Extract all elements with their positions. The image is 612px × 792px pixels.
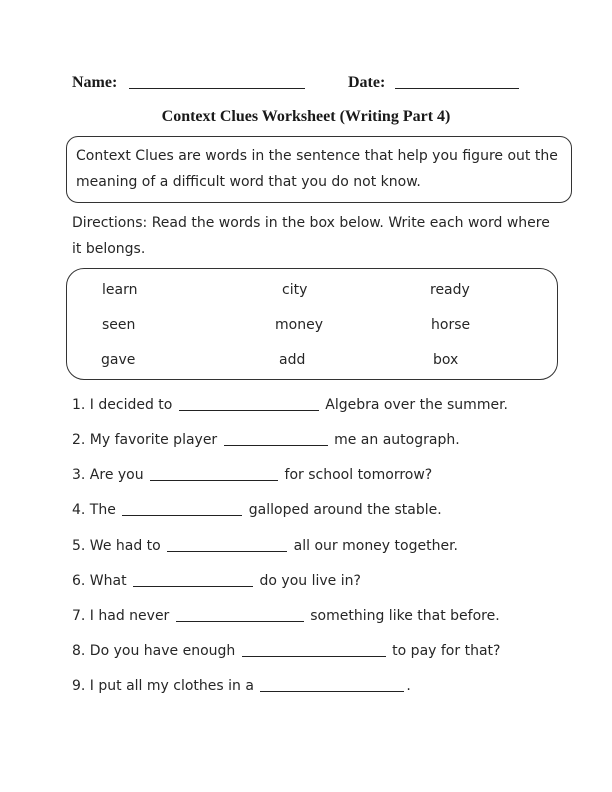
answer-blank[interactable]	[260, 677, 404, 692]
question-text: 1. I decided to	[72, 397, 173, 413]
question-4	[72, 501, 442, 518]
answer-blank[interactable]	[133, 572, 253, 587]
word-bank-item: box	[433, 352, 459, 368]
question-text: to pay for that?	[392, 643, 501, 659]
word-bank-item: horse	[431, 317, 471, 333]
answer-blank[interactable]	[224, 431, 328, 446]
question-text: 9. I put all my clothes in a	[72, 678, 254, 694]
question-text: for school tomorrow?	[284, 467, 433, 483]
word-bank-item: gave	[101, 352, 136, 368]
answer-blank[interactable]	[179, 396, 319, 411]
answer-blank[interactable]	[150, 466, 278, 481]
question-text: 8. Do you have enough	[72, 643, 236, 659]
question-text: do you live in?	[259, 573, 361, 589]
worksheet-title: Context Clues Worksheet (Writing Part 4)	[161, 108, 451, 125]
name-date-row	[72, 74, 386, 92]
directions-text: Directions: Read the words in the box below. Write each word where it belongs.	[72, 215, 550, 257]
definition-text: Context Clues are words in the sentence that help you figure out the meaning of a difficult word that you do not know.	[76, 148, 558, 190]
word-bank-item: seen	[102, 317, 136, 333]
date-label: Date:	[348, 74, 386, 91]
question-2	[72, 431, 460, 448]
answer-blank[interactable]	[176, 607, 304, 622]
answer-blank[interactable]	[167, 537, 287, 552]
answer-blank[interactable]	[242, 642, 386, 657]
question-1	[72, 396, 508, 413]
question-7	[72, 607, 500, 624]
question-text: me an autograph.	[334, 432, 460, 448]
question-text: 6. What	[72, 573, 127, 589]
question-text: 3. Are you	[72, 467, 144, 483]
question-text: something like that before.	[310, 608, 500, 624]
question-text: Algebra over the summer.	[325, 397, 508, 413]
question-text: .	[406, 678, 411, 694]
date-field[interactable]	[395, 74, 519, 89]
word-bank-box	[66, 268, 558, 380]
name-field[interactable]	[129, 74, 305, 89]
answer-blank[interactable]	[122, 501, 242, 516]
question-text: all our money together.	[293, 538, 458, 554]
word-bank-item: city	[282, 282, 308, 298]
question-text: 4. The	[72, 502, 116, 518]
word-bank-item: add	[279, 352, 306, 368]
question-text: 5. We had to	[72, 538, 161, 554]
question-6	[72, 572, 361, 589]
question-5	[72, 537, 458, 554]
word-bank-item: learn	[102, 282, 138, 298]
question-9	[72, 677, 411, 694]
question-text: 7. I had never	[72, 608, 170, 624]
question-text: galloped around the stable.	[248, 502, 442, 518]
word-bank-item: money	[275, 317, 323, 333]
name-label: Name:	[72, 74, 118, 91]
definition-box	[66, 136, 572, 203]
word-bank-item: ready	[430, 282, 470, 298]
question-3	[72, 466, 432, 483]
question-text: 2. My favorite player	[72, 432, 218, 448]
question-8	[72, 642, 500, 659]
